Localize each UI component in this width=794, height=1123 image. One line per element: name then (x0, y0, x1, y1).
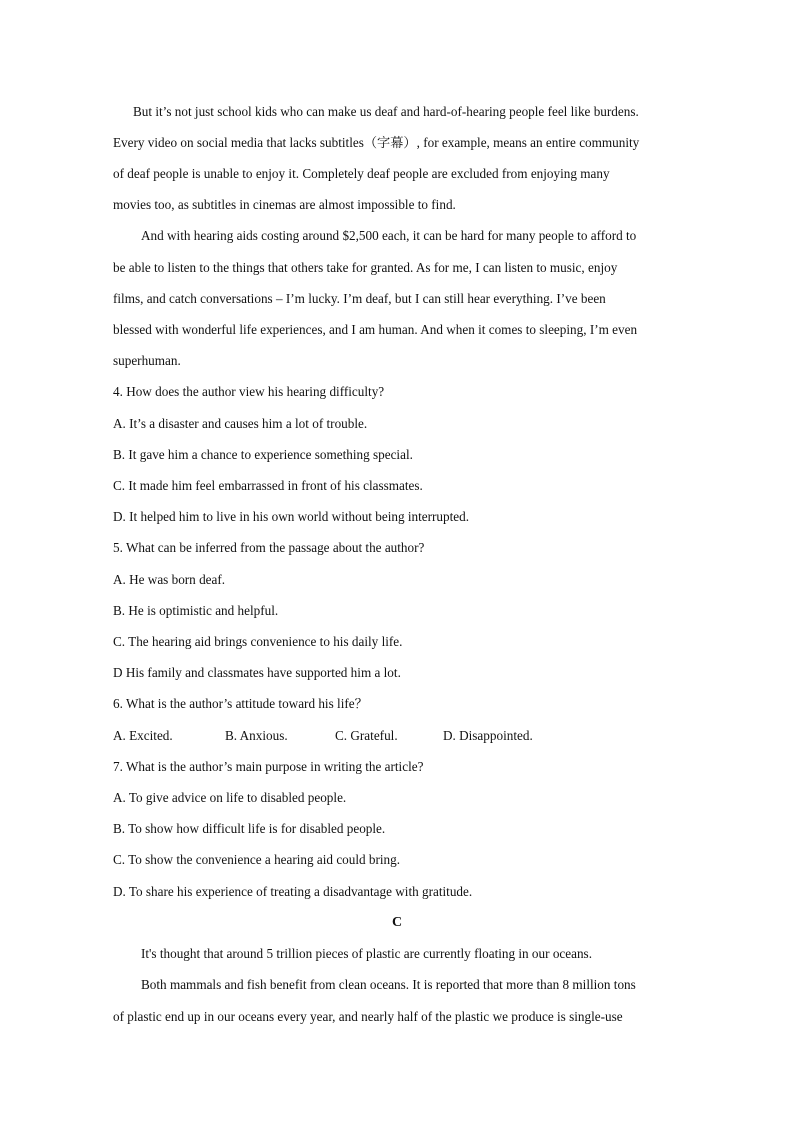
paragraph-line: blessed with wonderful life experiences, and I am human. And when it comes to sleeping, I’m even (113, 322, 638, 337)
answer-option: B. To show how difficult life is for disabled people. (113, 821, 386, 836)
answer-option: B. He is optimistic and helpful. (113, 603, 279, 618)
answer-option: B. It gave him a chance to experience something special. (113, 447, 413, 462)
paragraph-line: Every video on social media that lacks subtitles（字幕）, for example, means an entire community (113, 135, 640, 150)
question-stem: 7. What is the author’s main purpose in writing the article? (113, 759, 424, 774)
answer-option: A. To give advice on life to disabled people. (113, 790, 347, 805)
paragraph-line: And with hearing aids costing around $2,500 each, it can be hard for many people to afford to (141, 228, 637, 243)
paragraph-line: of deaf people is unable to enjoy it. Completely deaf people are excluded from enjoying many (113, 166, 610, 181)
answer-option: D. It helped him to live in his own world without being interrupted. (113, 509, 470, 524)
answer-option: C. It made him feel embarrassed in front of his classmates. (113, 478, 423, 493)
answer-option: C. To show the convenience a hearing aid could bring. (113, 852, 401, 867)
answer-option: C. Grateful. (335, 728, 398, 743)
answer-option: D. Disappointed. (443, 728, 533, 743)
paragraph-line: But it’s not just school kids who can make us deaf and hard-of-hearing people feel like burdens. (133, 104, 639, 119)
answer-option: D. To share his experience of treating a disadvantage with gratitude. (113, 884, 473, 899)
section-heading: C (391, 915, 403, 930)
answer-option: B. Anxious. (225, 728, 288, 743)
paragraph-line: Both mammals and fish benefit from clean oceans. It is reported that more than 8 million tons (141, 977, 636, 992)
answer-option: C. The hearing aid brings convenience to his daily life. (113, 634, 403, 649)
paragraph-line: superhuman. (113, 353, 181, 368)
paragraph-line: It's thought that around 5 trillion pieces of plastic are currently floating in our oceans. (141, 946, 592, 961)
question-stem: 5. What can be inferred from the passage about the author? (113, 540, 425, 555)
paragraph-line: of plastic end up in our oceans every year, and nearly half of the plastic we produce is single-use (113, 1009, 623, 1024)
paragraph-line: be able to listen to the things that others take for granted. As for me, I can listen to music, enjoy (113, 260, 618, 275)
question-stem: 4. How does the author view his hearing difficulty? (113, 384, 385, 399)
question-stem: 6. What is the author’s attitude toward his life？ (113, 696, 368, 711)
answer-option: A. He was born deaf. (113, 572, 226, 587)
paragraph-line: movies too, as subtitles in cinemas are almost impossible to find. (113, 197, 456, 212)
answer-option: D His family and classmates have supported him a lot. (113, 665, 401, 680)
answer-option: A. It’s a disaster and causes him a lot of trouble. (113, 416, 368, 431)
answer-option: A. Excited. (113, 728, 173, 743)
paragraph-line: films, and catch conversations – I’m lucky. I’m deaf, but I can still hear everything. I’ve been (113, 291, 606, 306)
